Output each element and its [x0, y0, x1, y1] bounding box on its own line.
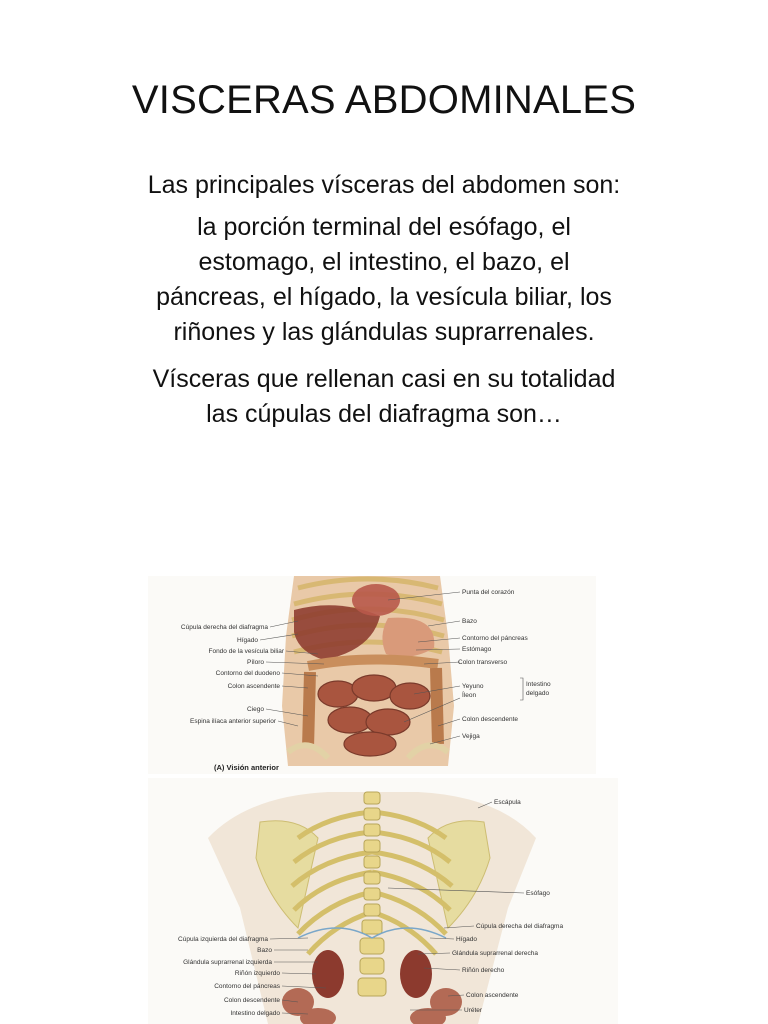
- label-cupula-derecha: Cúpula derecha del diafragma: [180, 624, 268, 631]
- text-line: riñones y las glándulas suprarrenales.: [173, 318, 595, 346]
- left-kidney-shape: [312, 950, 344, 998]
- label-intestino-delgado-posterior: Intestino delgado: [230, 1010, 280, 1017]
- label-vesicula-biliar: Fondo de la vesícula biliar: [208, 648, 284, 655]
- label-colon-descendente: Colon descendente: [462, 716, 519, 723]
- label-suprarrenal-izquierda: Glándula suprarrenal izquierda: [183, 959, 272, 966]
- label-delgado: delgado: [526, 690, 550, 697]
- anatomy-figure-posterior: [148, 778, 618, 1024]
- label-rinon-derecho: Riñón derecho: [462, 967, 505, 974]
- label-piloro: Píloro: [247, 659, 264, 666]
- text-line: Vísceras que rellenan casi en su totalidad: [152, 365, 616, 393]
- label-colon-descendente-posterior: Colon descendente: [223, 997, 280, 1004]
- label-higado-posterior: Hígado: [456, 936, 477, 943]
- label-suprarrenal-derecha: Glándula suprarrenal derecha: [452, 950, 538, 957]
- label-cupula-izquierda: Cúpula izquierda del diafragma: [178, 936, 268, 943]
- label-punta-corazon: Punta del corazón: [462, 589, 515, 596]
- label-ureter: Uréter: [464, 1007, 483, 1014]
- label-contorno-pancreas: Contorno del páncreas: [462, 635, 528, 642]
- label-ciego: Ciego: [247, 706, 264, 713]
- label-colon-ascendente: Colon ascendente: [227, 683, 280, 690]
- label-colon-ascendente-posterior: Colon ascendente: [466, 992, 519, 999]
- label-bazo-posterior: Bazo: [257, 947, 272, 954]
- label-rinon-izquierdo: Riñón izquierdo: [234, 970, 280, 977]
- label-colon-transverso: Colon transverso: [458, 659, 508, 666]
- label-duodeno: Contorno del duodeno: [215, 670, 280, 677]
- label-espina-iliaca: Espina ilíaca anterior superior: [190, 718, 276, 725]
- descending-colon-shape: [436, 668, 438, 744]
- bracket: [520, 678, 523, 700]
- intro-paragraph: Las principales vísceras del abdomen son:: [147, 171, 621, 199]
- label-vejiga: Vejiga: [462, 733, 480, 740]
- heart-shape: [352, 584, 400, 616]
- label-esofago: Esófago: [526, 890, 550, 897]
- anatomy-illustration-posterior: [148, 778, 618, 1024]
- text-line: páncreas, el hígado, la vesícula biliar, los: [156, 283, 612, 311]
- label-ileon: Íleon: [462, 692, 477, 699]
- label-cupula-derecha-posterior: Cúpula derecha del diafragma: [476, 923, 564, 930]
- label-pancreas-posterior: Contorno del páncreas: [214, 983, 280, 990]
- diaphragm-question-paragraph: [60, 362, 708, 432]
- viscera-list-paragraph: [60, 210, 708, 350]
- text-line: la porción terminal del esófago, el: [197, 213, 571, 241]
- right-kidney-shape: [400, 950, 432, 998]
- label-estomago: Estómago: [462, 646, 492, 653]
- anatomy-illustration-anterior: [148, 576, 596, 774]
- label-yeyuno: Yeyuno: [462, 683, 484, 690]
- slide-title: VISCERAS ABDOMINALES: [131, 78, 637, 122]
- label-intestino: Intestino: [526, 681, 551, 688]
- ascending-colon-shape: [308, 672, 310, 748]
- label-higado: Hígado: [237, 637, 258, 644]
- anatomy-figure-anterior: [148, 576, 596, 774]
- text-line: las cúpulas del diafragma son…: [206, 400, 562, 428]
- label-bazo: Bazo: [462, 618, 477, 625]
- caption-vision-anterior: (A) Visión anterior: [214, 763, 279, 772]
- text-line: estomago, el intestino, el bazo, el: [198, 248, 570, 276]
- label-escapula: Escápula: [494, 799, 521, 806]
